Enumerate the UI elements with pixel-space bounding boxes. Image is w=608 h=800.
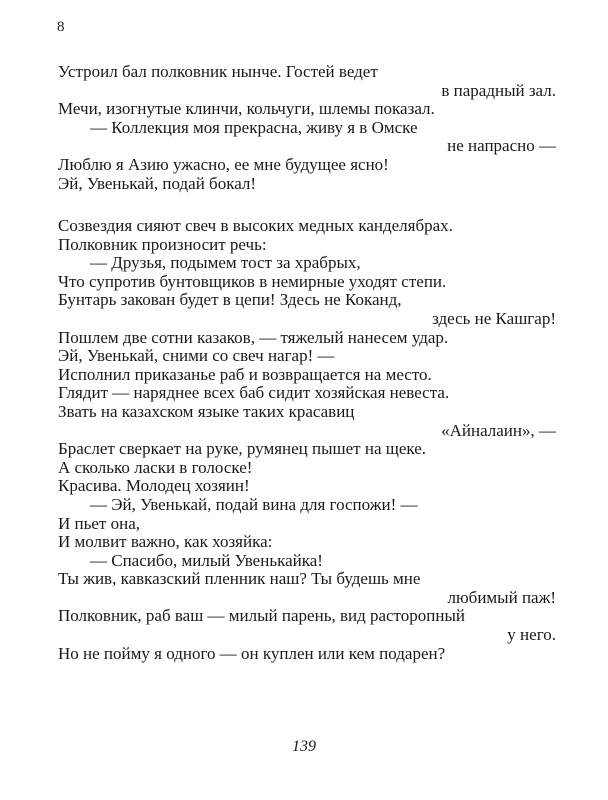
poem-line: Браслет сверкает на руке, румянец пышет на щеке. — [58, 439, 427, 459]
stanza-1 — [58, 63, 556, 193]
page-number: 139 — [292, 738, 316, 755]
poem-line: любимый паж! — [447, 587, 556, 607]
poem-line: И пьет она, — [58, 513, 140, 533]
poem-line: здесь не Кашгар! — [432, 308, 556, 328]
poem-line: Пошлем две сотни казаков, — тяжелый нанесем удар. — [58, 327, 449, 347]
poem-line: у него. — [507, 625, 556, 645]
poem-line: — Эй, Увенькай, подай вина для госпожи! — — [90, 494, 418, 514]
poem-line: Звать на казахском языке таких красавиц — [58, 401, 355, 421]
poem-line: «Айналаин», — — [441, 420, 556, 440]
poem-line: — Коллекция моя прекрасна, живу я в Омске — [90, 117, 418, 137]
poem-line: Полковник, раб ваш — милый парень, вид расторопный — [58, 606, 465, 626]
poem-line: Исполнил приказанье раб и возвращается на место. — [58, 364, 432, 384]
poem-line: Бунтарь закован будет в цепи! Здесь не Коканд, — [58, 290, 402, 310]
poem-line: Люблю я Азию ужасно, ее мне будущее ясно! — [58, 154, 389, 174]
poem-line: Что супротив бунтовщиков в немирные уходят степи. — [58, 271, 447, 291]
stanza-2 — [58, 217, 556, 663]
poem-line: — Спасибо, милый Увенькайка! — [90, 550, 323, 570]
poem-line: Эй, Увенькай, сними со свеч нагар! — — [58, 346, 335, 366]
section-number: 8 — [57, 19, 65, 35]
poem-line: Полковник произносит речь: — [58, 234, 267, 254]
poem-line: Устроил бал полковник нынче. Гостей ведет — [58, 62, 378, 81]
poem-line: — Друзья, подымем тост за храбрых, — [90, 253, 361, 273]
poem-line: Ты жив, кавказский пленник наш? Ты будешь мне — [58, 569, 421, 589]
poem-line: Мечи, изогнутые клинчи, кольчуги, шлемы показал. — [58, 99, 435, 119]
poem-line: Глядит — наряднее всех баб сидит хозяйская невеста. — [58, 383, 450, 403]
poem-line: в парадный зал. — [441, 80, 556, 100]
poem-line: Эй, Увенькай, подай бокал! — [58, 173, 257, 193]
poem-line: не напрасно — — [447, 136, 556, 156]
poem-line: И молвит важно, как хозяйка: — [58, 532, 273, 552]
poem-line: А сколько ласки в голоске! — [58, 457, 253, 477]
poem-line: Красива. Молодец хозяин! — [58, 476, 250, 496]
poem-line: Но не пойму я одного — он куплен или кем подарен? — [58, 643, 446, 663]
poem-line: Созвездия сияют свеч в высоких медных канделябрах. — [58, 216, 453, 235]
